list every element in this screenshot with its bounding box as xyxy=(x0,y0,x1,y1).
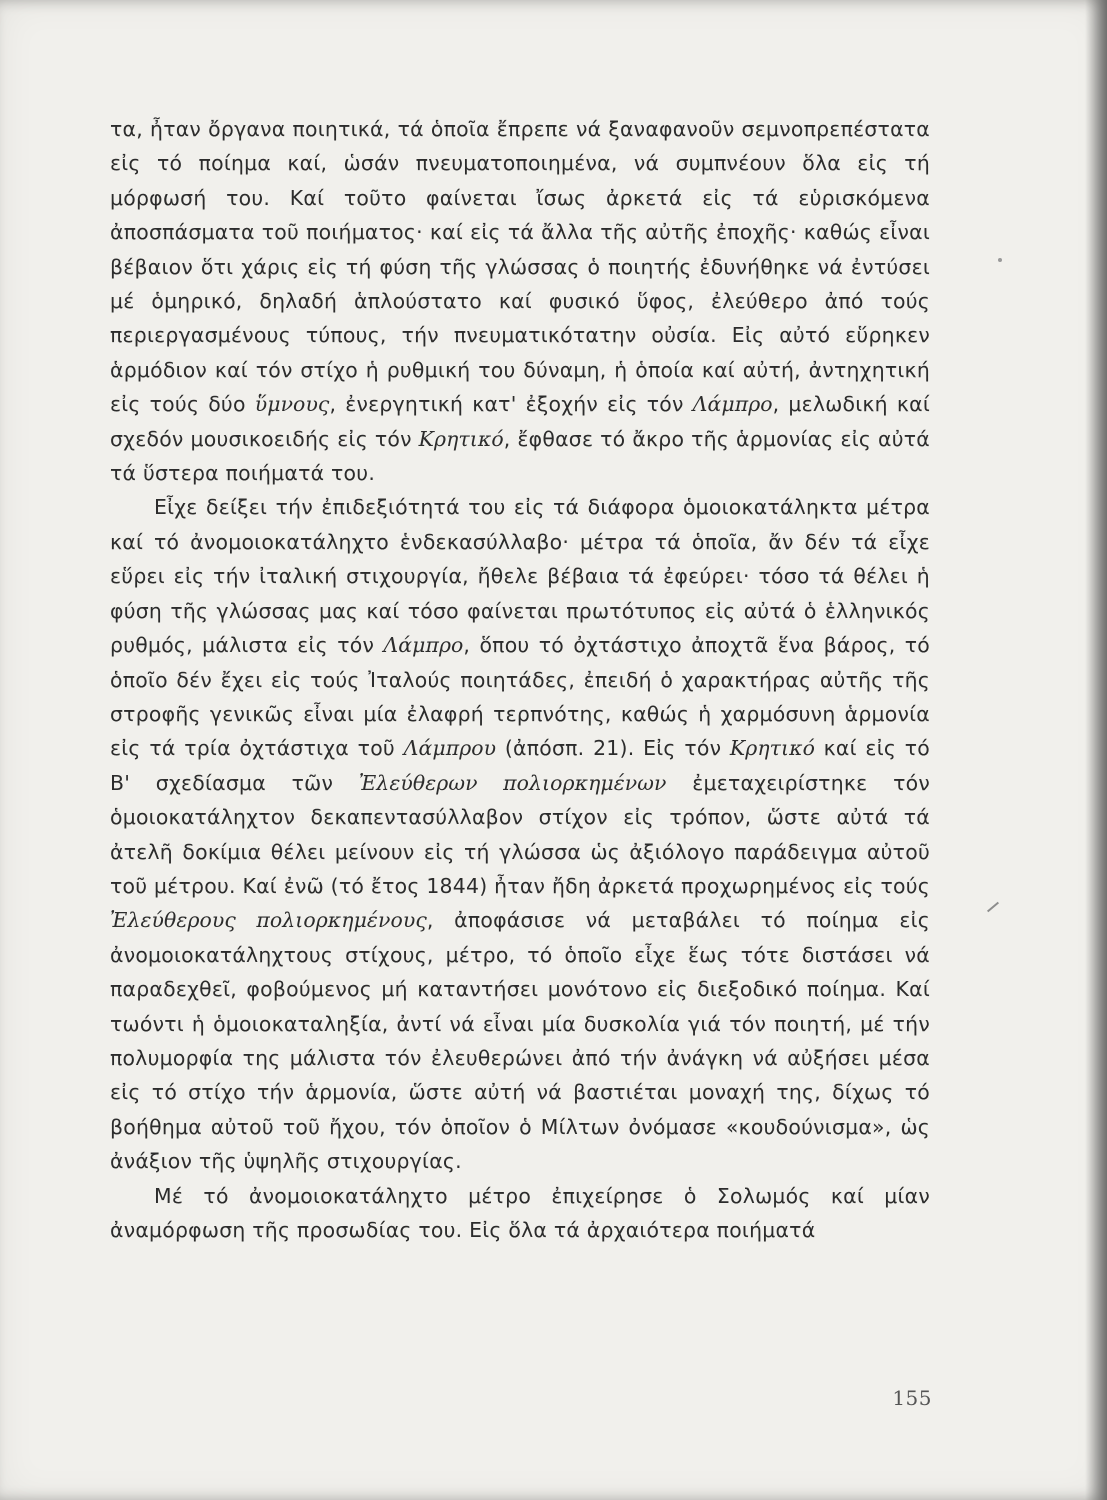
italic-title-segment: Κρητικό xyxy=(729,736,815,761)
text-segment: , ἐνεργητική κατ' ἐξοχήν εἰς τόν xyxy=(329,392,693,417)
text-segment: καί εἰς τό Β' σχεδίασμα τῶν xyxy=(110,736,930,795)
body-text xyxy=(110,112,930,1247)
italic-title-segment: ὕμνους xyxy=(254,392,330,417)
paper-speck xyxy=(998,258,1002,262)
pencil-mark xyxy=(987,902,999,913)
text-segment: , ἔφθασε τό ἄκρο τῆς ἁρμονίας εἰς αὐτά τά ὕστερα ποιήματά του. xyxy=(110,426,930,486)
text-segment: (ἀπόσπ. 21). Εἰς τόν xyxy=(496,736,730,761)
text-segment: , ἀποφάσισε νά μεταβάλει τό ποίημα εἰς ἀνομοιοκατάληχτους στίχους, μέτρο, τό ὁποῖο εἶχε ἕως τότε διστάσει νά παραδεχθεῖ, φοβούμενος μή καταντήσει μονότονο εἰς διεξοδικό ποίημα. Καί τωόντι ἡ ὁμοιοκαταληξία, ἀντί νά εἶναι μία δυσκολία γιά τόν ποιητή, μέ τήν πολυμορφία της μάλιστα τόν ἐλευθερώνει ἀπό τήν ἀνάγκη νά αὐξήσει μέσα εἰς τό στίχο τήν ἁρμονία, ὥστε αὐτή νά βαστιέται μοναχή της, δίχως τό βοήθημα αὐτοῦ τοῦ ἤχου, τόν ὁποῖον ὁ Μίλτων ὀνόμασε «κουδούνισμα», ὡς ἀνάξιον τῆς ὑψηλῆς στιχουργίας. xyxy=(110,908,931,1174)
paragraph xyxy=(110,1179,930,1248)
paragraph xyxy=(110,490,930,1178)
paragraph xyxy=(110,112,930,490)
italic-title-segment: Λάμπρου xyxy=(403,736,497,761)
italic-title-segment: Λάμπρο xyxy=(692,392,773,417)
text-segment: ἐμεταχειρίστηκε τόν ὁμοιοκατάληχτον δεκαπεντασύλλαβον στίχον εἰς τρόπον, ὥστε αὐτά τά ἀτελῆ δοκίμια θέλει μείνουν εἰς τή γλώσσα ὡς ἀξιόλογο παράδειγμα αὐτοῦ τοῦ μέτρου. Καί ἐνῶ (τό ἔτος 1844) ἦταν ἤδη ἀρκετά προχωρημένος εἰς τούς xyxy=(110,770,930,898)
italic-title-segment: Ἐλεύθερων πολιορκημένων xyxy=(358,770,667,795)
text-segment: , μελωδική καί σχεδόν μουσικοειδής εἰς τόν xyxy=(110,392,930,451)
italic-title-segment: Κρητικό xyxy=(418,426,504,451)
italic-title-segment: Ἐλεύθερους πολιορκημένους xyxy=(110,908,427,933)
italic-title-segment: Λάμπρο xyxy=(383,633,464,658)
text-segment: Μέ τό ἀνομοιοκατάληχτο μέτρο ἐπιχείρησε ὁ Σολωμός καί μίαν ἀναμόρφωση τῆς προσωδίας του. Εἰς ὅλα τά ἀρχαιότερα ποιήματά xyxy=(110,1183,930,1242)
page-number: 155 xyxy=(892,1386,932,1410)
text-segment: τα, ἦταν ὄργανα ποιητικά, τά ὁποῖα ἔπρεπε νά ξαναφανοῦν σεμνοπρεπέστατα εἰς τό ποίημα καί, ὡσάν πνευματοποιημένα, νά συμπνέουν ὅλα εἰς τή μόρφωσή του. Καί τοῦτο φαίνεται ἴσως ἀρκετά εἰς τά εὑρισκόμενα ἀποσπάσματα τοῦ ποιήματος· καί εἰς τά ἄλλα τῆς αὐτῆς ἐποχῆς· καθώς εἶναι βέβαιον ὅτι χάρις εἰς τή φύση τῆς γλώσσας ὁ ποιητής ἐδυνήθηκε νά ἐντύσει μέ ὁμηρικό, δηλαδή ἁπλούστατο καί φυσικό ὕφος, ἐλεύθερο ἀπό τούς περιεργασμένους τύπους, τήν πνευματικότατην οὐσία. Εἰς αὐτό εὕρηκεν ἁρμόδιον καί τόν στίχο ἡ ρυθμική του δύναμη, ἡ ὁποία καί αὐτή, ἀντηχητική εἰς τούς δύο xyxy=(110,117,930,417)
text-segment: Εἶχε δείξει τήν ἐπιδεξιότητά του εἰς τά διάφορα ὁμοιοκατάληκτα μέτρα καί τό ἀνομοιοκατάληχτο ἑνδεκασύλλαβο· μέτρα τά ὁποῖα, ἄν δέν τά εἶχε εὕρει εἰς τήν ἰταλική στιχουργία, ἤθελε βέβαια τά ἐφεύρει· τόσο τά θέλει ἡ φύση τῆς γλώσσας μας καί τόσο φαίνεται πρωτότυπος εἰς αὐτά ὁ ἑλληνικός ρυθμός, μάλιστα εἰς τόν xyxy=(110,495,930,658)
text-segment: , ὅπου τό ὀχτάστιχο ἀποχτᾶ ἕνα βάρος, τό ὁποῖο δέν ἔχει εἰς τούς Ἰταλούς ποιητάδες, ἐπειδή ὁ χαρακτήρας αὐτῆς τῆς στροφῆς γενικῶς εἶναι μία ἐλαφρή τερπνότης, καθώς ἡ χαρμόσυνη ἁρμονία εἰς τά τρία ὀχτάστιχα τοῦ xyxy=(110,633,930,761)
